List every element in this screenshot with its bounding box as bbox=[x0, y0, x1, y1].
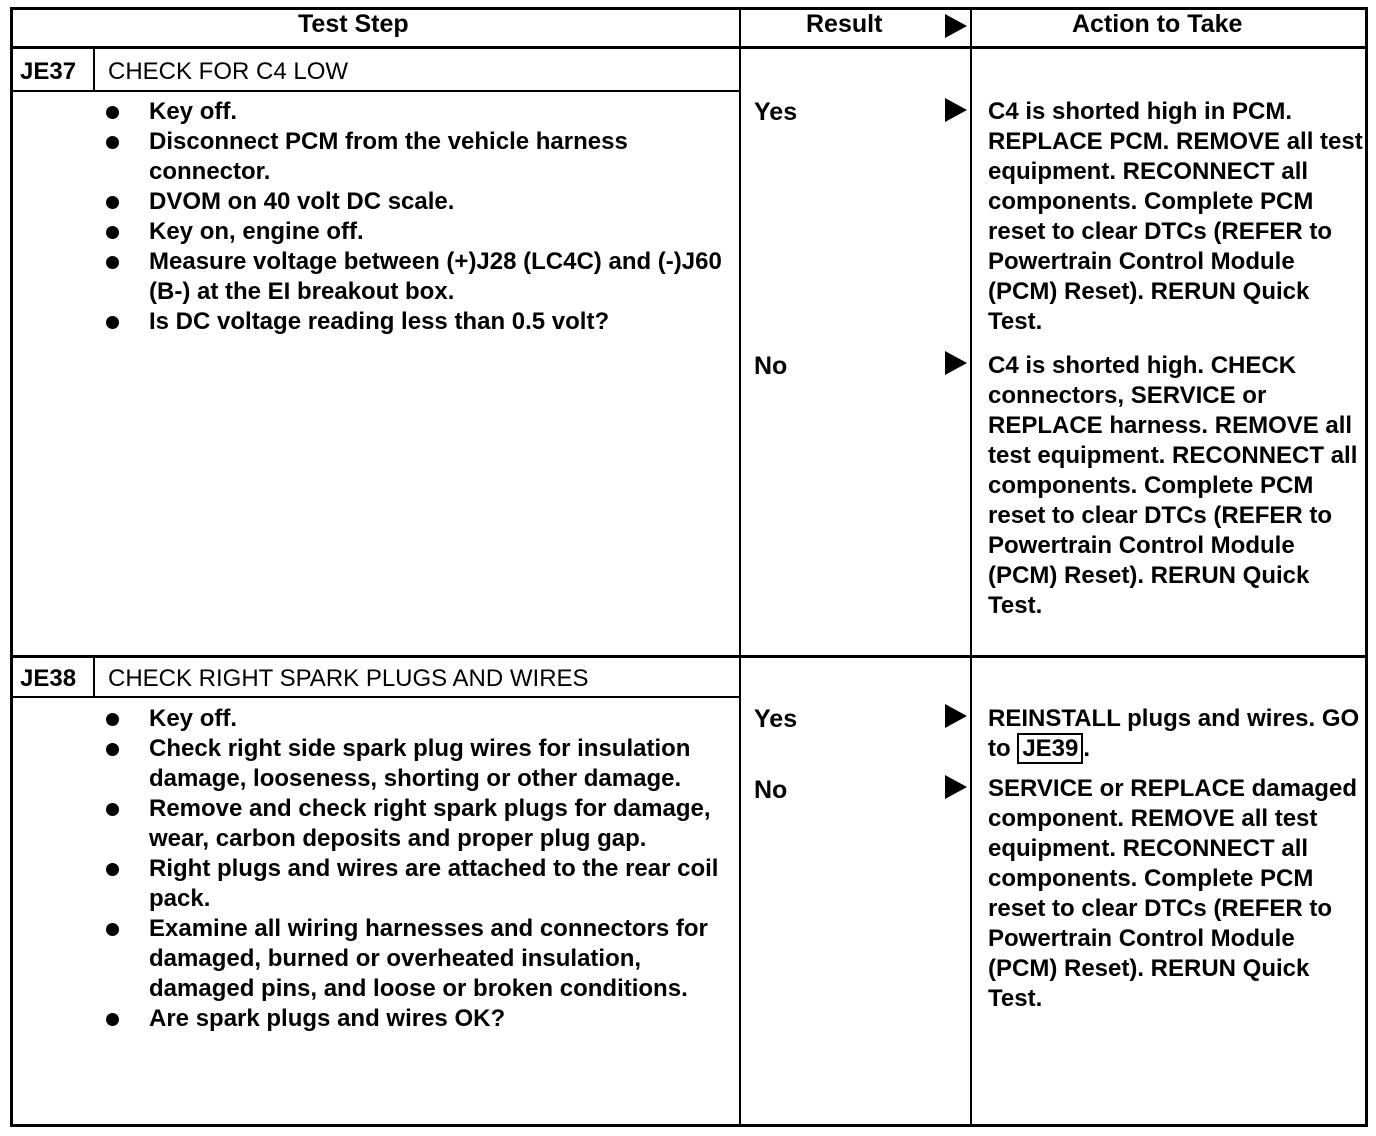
je37-step-item bbox=[106, 247, 726, 307]
bullet-icon bbox=[106, 803, 119, 816]
je37-step-text: Key on, engine off. bbox=[149, 218, 364, 245]
je37-no-arrow-icon bbox=[945, 351, 967, 375]
je38-step-text: Right plugs and wires are attached to the rear coil pack. bbox=[149, 855, 719, 912]
je38-question-item bbox=[106, 1004, 726, 1034]
je37-step-text: Measure voltage between (+)J28 (LC4C) and (-)J60 (B-) at the EI breakout box. bbox=[149, 248, 722, 305]
bullet-icon bbox=[106, 106, 119, 119]
section-rule bbox=[10, 655, 1368, 658]
je38-yes-action-text: REINSTALL plugs and wires. GO to bbox=[988, 705, 1360, 762]
je39-reference-link[interactable]: JE39 bbox=[1017, 733, 1083, 764]
je37-step-text: Disconnect PCM from the vehicle harness connector. bbox=[149, 128, 628, 185]
bullet-icon bbox=[106, 923, 119, 936]
je38-no-action: SERVICE or REPLACE damaged component. REMOVE all test equipment. RECONNECT all components. Complete PCM reset to clear DTCs (REFER to Powertrain Control Module (PCM) Reset). RERUN Quick Test. bbox=[988, 775, 1357, 1012]
je38-step-text: Check right side spark plug wires for insulation damage, looseness, shorting or other damage. bbox=[149, 735, 691, 792]
je37-question-item bbox=[106, 307, 726, 337]
header-action: Action to Take bbox=[1072, 10, 1243, 38]
je38-no-label: No bbox=[754, 776, 788, 804]
header-result: Result bbox=[806, 10, 883, 38]
bullet-icon bbox=[106, 256, 119, 269]
je38-yes-arrow-icon bbox=[945, 704, 967, 728]
je38-title-rule bbox=[10, 696, 740, 698]
bullet-icon bbox=[106, 316, 119, 329]
je38-yes-action bbox=[988, 704, 1366, 764]
je38-no-arrow-icon bbox=[945, 775, 967, 799]
je38-step-item bbox=[106, 914, 726, 1004]
header-test-step: Test Step bbox=[298, 10, 409, 38]
bullet-icon bbox=[106, 1013, 119, 1026]
je38-step-list bbox=[106, 704, 726, 1034]
bullet-icon bbox=[106, 136, 119, 149]
je37-step-id: JE37 bbox=[20, 58, 77, 85]
je37-step-title: CHECK FOR C4 LOW bbox=[108, 58, 349, 85]
je38-step-id: JE38 bbox=[20, 665, 77, 692]
bullet-icon bbox=[106, 713, 119, 726]
je38-step-text: Remove and check right spark plugs for damage, wear, carbon deposits and proper plug gap. bbox=[149, 795, 711, 852]
bullet-icon bbox=[106, 196, 119, 209]
je38-step-title: CHECK RIGHT SPARK PLUGS AND WIRES bbox=[108, 665, 589, 692]
je37-question-text: Is DC voltage reading less than 0.5 volt? bbox=[149, 308, 610, 335]
column-divider-result bbox=[739, 9, 741, 1127]
je37-step-list bbox=[106, 97, 726, 337]
header-rule bbox=[10, 46, 1368, 49]
je37-step-text: Key off. bbox=[149, 98, 238, 125]
je38-yes-action-suffix: . bbox=[1083, 735, 1091, 762]
je37-step-text: DVOM on 40 volt DC scale. bbox=[149, 188, 455, 215]
je37-step-item bbox=[106, 127, 726, 187]
je37-title-rule bbox=[10, 90, 740, 92]
je37-yes-action: C4 is shorted high in PCM. REPLACE PCM. REMOVE all test equipment. RECONNECT all components. Complete PCM reset to clear DTCs (REFER to Powertrain Control Module (PCM) Reset). RERUN Quick Test. bbox=[988, 98, 1363, 335]
column-divider-action bbox=[970, 9, 972, 1127]
je38-step-item bbox=[106, 734, 726, 794]
step-id-divider-je37 bbox=[93, 48, 95, 92]
je38-yes-label: Yes bbox=[754, 705, 798, 733]
je38-step-text: Examine all wiring harnesses and connectors for damaged, burned or overheated insulation, damaged pins, and loose or broken conditions. bbox=[149, 915, 708, 1002]
step-id-divider-je38 bbox=[93, 657, 95, 698]
bullet-icon bbox=[106, 863, 119, 876]
je38-question-text: Are spark plugs and wires OK? bbox=[149, 1005, 506, 1032]
je37-no-label: No bbox=[754, 352, 788, 380]
je37-step-item bbox=[106, 187, 726, 217]
je38-step-text: Key off. bbox=[149, 705, 238, 732]
bullet-icon bbox=[106, 743, 119, 756]
je38-step-item bbox=[106, 854, 726, 914]
je37-yes-label: Yes bbox=[754, 98, 798, 126]
header-arrow-icon bbox=[945, 14, 967, 38]
je37-no-action: C4 is shorted high. CHECK connectors, SERVICE or REPLACE harness. REMOVE all test equipment. RECONNECT all components. Complete PCM reset to clear DTCs (REFER to Powertrain Control Module (PCM) Reset). RERUN Quick Test. bbox=[988, 352, 1358, 619]
je37-step-item bbox=[106, 217, 726, 247]
je37-yes-arrow-icon bbox=[945, 98, 967, 122]
bullet-icon bbox=[106, 226, 119, 239]
je38-step-item bbox=[106, 704, 726, 734]
je37-step-item bbox=[106, 97, 726, 127]
je38-step-item bbox=[106, 794, 726, 854]
